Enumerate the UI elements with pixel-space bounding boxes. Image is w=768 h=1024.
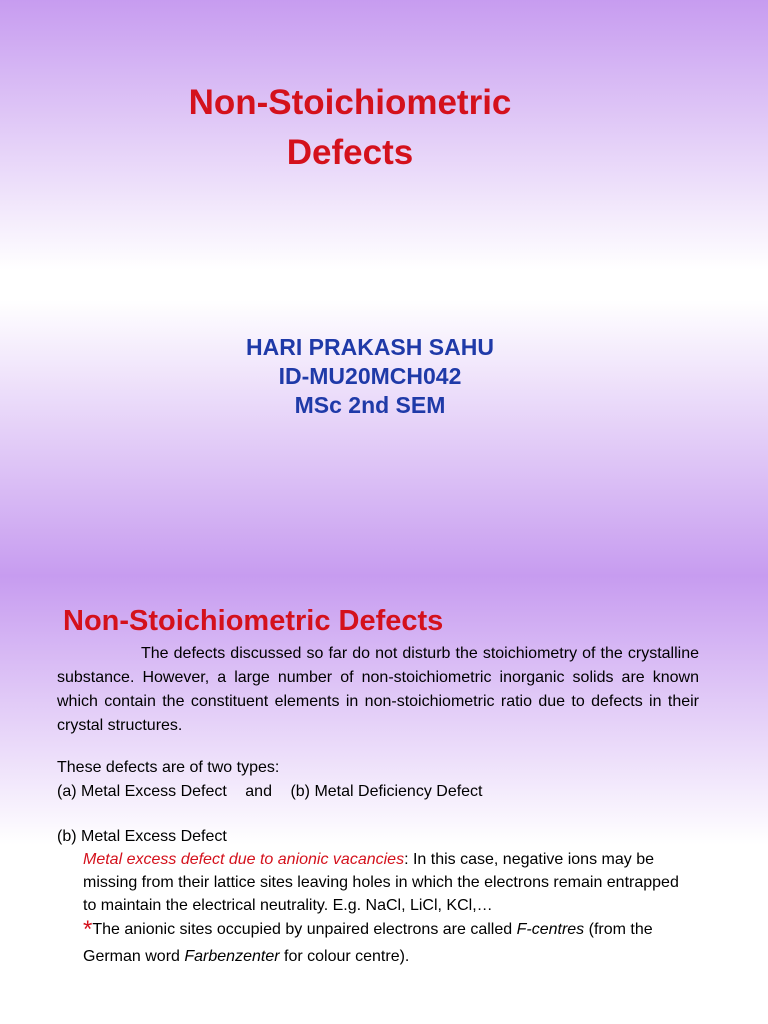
intro-paragraph: The defects discussed so far do not disturb the stoichiometry of the crystalline substance. However, a large number of non-stoichiometric inorganic solids are known which contain the constituent elements in non-stoichiometric ratio due to defects in their crystal structures.	[57, 645, 699, 734]
subheading: (b) Metal Excess Defect	[57, 828, 227, 845]
asterisk-bullet: *	[83, 916, 93, 943]
type-b: (b) Metal Deficiency Defect	[290, 783, 483, 800]
types-intro: These defects are of two types:	[57, 759, 280, 776]
note-text3: for colour centre).	[279, 948, 410, 965]
note-text2: (from the German word	[83, 921, 653, 965]
author-course: MSc 2nd SEM	[294, 392, 446, 418]
detail-text: : In this case, negative ions may be missing from their lattice sites leaving holes in which the electrons remain entrapped to maintain the electrical neutrality. E.g. NaCl, LiCl, KCl,…	[83, 851, 679, 914]
defect-types	[57, 756, 717, 804]
note-text1: The anionic sites occupied by unpaired electrons are called	[92, 921, 517, 938]
content-title: Non-Stoichiometric Defects	[63, 605, 444, 637]
slide-title	[100, 78, 600, 178]
author-id: ID-MU20MCH042	[278, 363, 462, 389]
type-and: and	[245, 783, 272, 800]
note-italic2: Farbenzenter	[184, 948, 280, 965]
author-block	[120, 333, 620, 420]
f-centre-note	[83, 916, 683, 970]
detail-paragraph	[83, 848, 683, 917]
type-a: (a) Metal Excess Defect	[57, 783, 227, 800]
slide-title-line1: Non-Stoichiometric	[188, 83, 512, 122]
author-name: HARI PRAKASH SAHU	[246, 334, 494, 360]
note-italic1: F-centres	[516, 921, 585, 938]
types-list	[57, 780, 717, 804]
content-slide	[0, 576, 768, 1024]
slide-title-line2: Defects	[286, 133, 414, 172]
detail-highlight: Metal excess defect due to anionic vacancies	[83, 851, 405, 868]
